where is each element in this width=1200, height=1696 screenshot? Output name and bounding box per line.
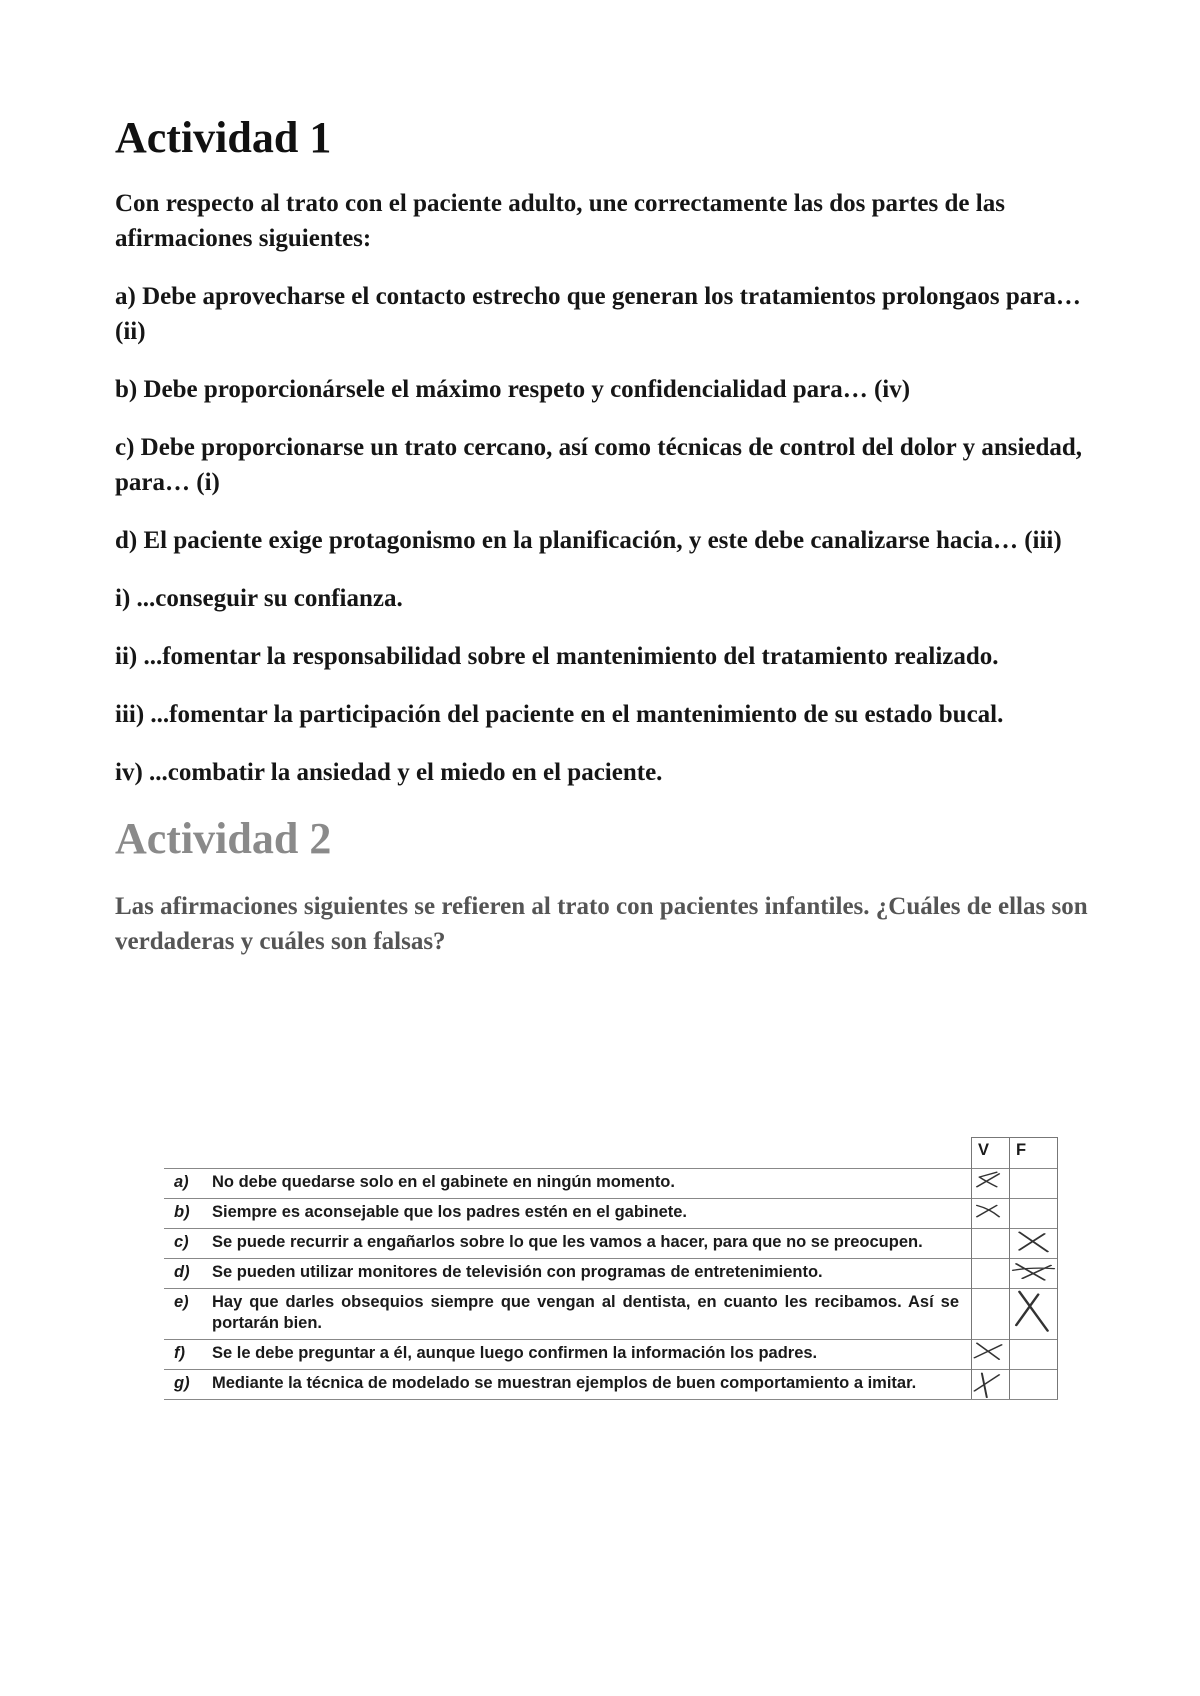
row-letter: a) (164, 1169, 206, 1199)
true-false-table-wrap (164, 1137, 1058, 1400)
table-row (164, 1259, 1058, 1289)
f-cell[interactable] (1010, 1169, 1058, 1199)
handwritten-x-mark-icon (972, 1169, 1009, 1198)
statement-a: a) Debe aprovecharse el contacto estrecho que generan los tratamientos prolongaos para… (ii) (115, 283, 1081, 345)
ending-iii: iii) ...fomentar la participación del paciente en el mantenimiento de su estado bucal. (115, 701, 1004, 728)
handwritten-x-mark-icon (972, 1340, 1009, 1369)
row-letter: c) (164, 1229, 206, 1259)
column-header-v: V (972, 1138, 1010, 1169)
activity-1-title: Actividad 1 (115, 113, 332, 162)
ending-i: i) ...conseguir su confianza. (115, 585, 403, 612)
table-row (164, 1289, 1058, 1340)
v-cell[interactable] (972, 1169, 1010, 1199)
handwritten-x-mark-icon (1010, 1229, 1057, 1258)
handwritten-x-mark-icon (1010, 1259, 1057, 1288)
ending-iv: iv) ...combatir la ansiedad y el miedo en el paciente. (115, 759, 663, 786)
f-cell[interactable] (1010, 1229, 1058, 1259)
table-row (164, 1340, 1058, 1370)
f-cell[interactable] (1010, 1340, 1058, 1370)
activity-2-title: Actividad 2 (115, 814, 332, 863)
table-row (164, 1229, 1058, 1259)
row-statement: Hay que darles obsequios siempre que vengan al dentista, en cuanto les recibamos. Así se portarán bien. (206, 1289, 972, 1340)
activity-2-intro: Las afirmaciones siguientes se refieren al trato con pacientes infantiles. ¿Cuáles de ellas son verdaderas y cuáles son falsas? (115, 893, 1088, 955)
f-cell[interactable] (1010, 1289, 1058, 1340)
v-cell[interactable] (972, 1199, 1010, 1229)
handwritten-x-mark-icon (972, 1370, 1009, 1399)
v-cell[interactable] (972, 1289, 1010, 1340)
row-letter: g) (164, 1370, 206, 1400)
row-statement: No debe quedarse solo en el gabinete en ningún momento. (206, 1169, 972, 1199)
row-statement: Se le debe preguntar a él, aunque luego confirmen la información los padres. (206, 1340, 972, 1370)
v-cell[interactable] (972, 1340, 1010, 1370)
row-letter: f) (164, 1340, 206, 1370)
row-letter: b) (164, 1199, 206, 1229)
row-statement: Siempre es aconsejable que los padres estén en el gabinete. (206, 1199, 972, 1229)
table-row (164, 1370, 1058, 1400)
f-cell[interactable] (1010, 1259, 1058, 1289)
table-header-row (164, 1138, 1058, 1169)
statement-d: d) El paciente exige protagonismo en la planificación, y este debe canalizarse hacia… (iii) (115, 527, 1062, 554)
table-row (164, 1199, 1058, 1229)
v-cell[interactable] (972, 1229, 1010, 1259)
activities-content (115, 112, 1095, 959)
row-statement: Se pueden utilizar monitores de televisión con programas de entretenimiento. (206, 1259, 972, 1289)
v-cell[interactable] (972, 1259, 1010, 1289)
v-cell[interactable] (972, 1370, 1010, 1400)
table-row (164, 1169, 1058, 1199)
ending-ii: ii) ...fomentar la responsabilidad sobre el mantenimiento del tratamiento realizado. (115, 643, 999, 670)
handwritten-x-mark-icon (972, 1199, 1009, 1228)
statement-b: b) Debe proporcionársele el máximo respeto y confidencialidad para… (iv) (115, 376, 911, 403)
row-letter: d) (164, 1259, 206, 1289)
f-cell[interactable] (1010, 1199, 1058, 1229)
f-cell[interactable] (1010, 1370, 1058, 1400)
row-statement: Mediante la técnica de modelado se muestran ejemplos de buen comportamiento a imitar. (206, 1370, 972, 1400)
true-false-table (164, 1137, 1058, 1400)
activity-1-intro: Con respecto al trato con el paciente adulto, une correctamente las dos partes de las afirmaciones siguientes: (115, 190, 1005, 252)
row-statement: Se puede recurrir a engañarlos sobre lo que les vamos a hacer, para que no se preocupen. (206, 1229, 972, 1259)
row-letter: e) (164, 1289, 206, 1340)
column-header-f: F (1010, 1138, 1058, 1169)
statement-c: c) Debe proporcionarse un trato cercano, así como técnicas de control del dolor y ansiedad, para… (i) (115, 434, 1083, 496)
handwritten-x-mark-icon (1010, 1289, 1057, 1339)
